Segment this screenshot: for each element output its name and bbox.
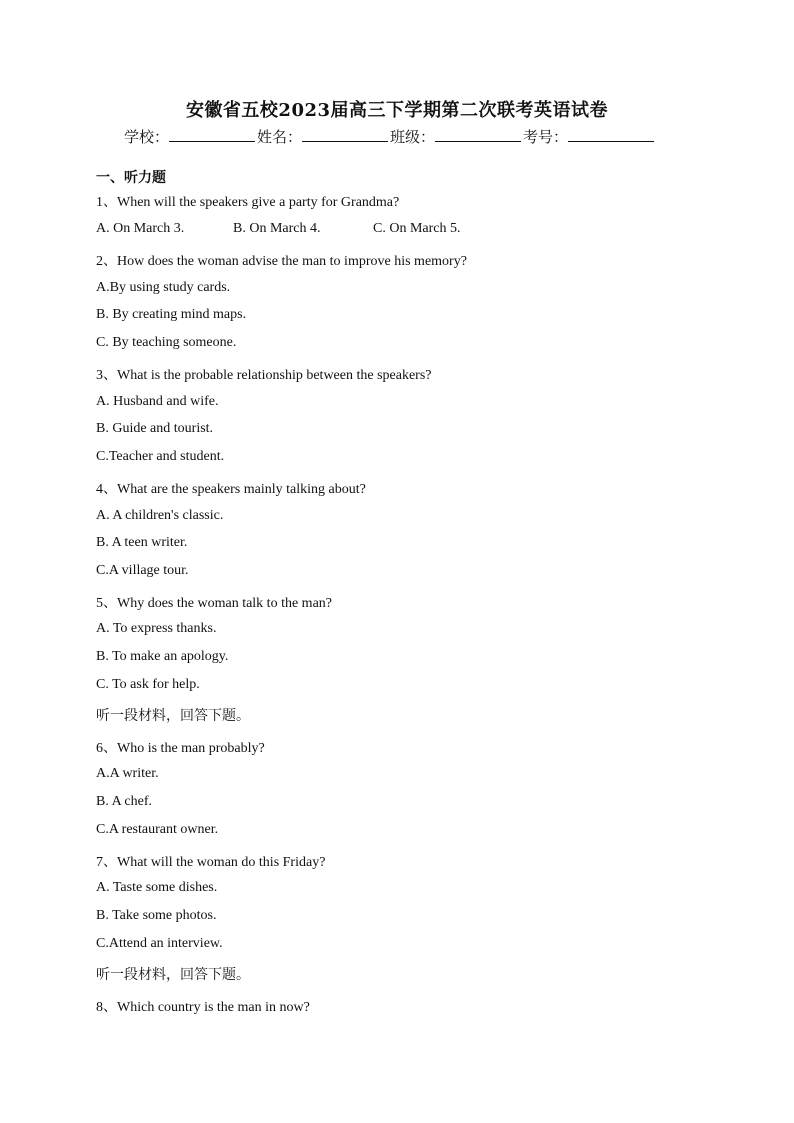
- school-label: 学校：: [124, 128, 170, 146]
- student-info-line: [124, 126, 656, 147]
- option-c: C.A village tour.: [96, 563, 189, 578]
- school-blank[interactable]: [169, 127, 255, 142]
- question-2-stem: 2、How does the woman advise the man to improve his memory?: [96, 254, 467, 269]
- option-a: A.A writer.: [96, 766, 159, 781]
- question-8-stem: 8、Which country is the man in now?: [96, 1000, 310, 1015]
- question-6-stem: 6、Who is the man probably?: [96, 741, 265, 756]
- listening-instruction: 听一段材料，回答下题。: [96, 708, 250, 724]
- name-label: 姓名：: [257, 128, 303, 146]
- name-blank[interactable]: [302, 127, 388, 142]
- class-blank[interactable]: [435, 127, 521, 142]
- question-4-stem: 4、What are the speakers mainly talking about?: [96, 482, 366, 497]
- number-label: 考号：: [523, 128, 569, 146]
- question-5-stem: 5、Why does the woman talk to the man?: [96, 596, 332, 611]
- question-1-options: [96, 221, 461, 237]
- option-a: A. Taste some dishes.: [96, 880, 218, 895]
- exam-title: 安徽省五校2023届高三下学期第二次联考英语试卷: [185, 100, 609, 121]
- option-a: A. To express thanks.: [96, 621, 217, 636]
- option-c: C. To ask for help.: [96, 677, 200, 692]
- class-label: 班级：: [390, 128, 436, 146]
- option-a: A.By using study cards.: [96, 280, 231, 295]
- option-b: B. To make an apology.: [96, 649, 229, 664]
- option-b: B. A teen writer.: [96, 535, 188, 550]
- listening-instruction: 听一段材料，回答下题。: [96, 967, 250, 983]
- option-c: C. On March 5.: [373, 221, 461, 236]
- option-c: C.Teacher and student.: [96, 449, 225, 464]
- option-b: B. On March 4.: [233, 221, 321, 236]
- option-a: A. On March 3.: [96, 221, 185, 236]
- option-b: B. Take some photos.: [96, 908, 217, 923]
- option-b: B. By creating mind maps.: [96, 307, 247, 322]
- option-c: C.A restaurant owner.: [96, 822, 219, 837]
- option-b: B. Guide and tourist.: [96, 421, 214, 436]
- section-heading-listening: 一、听力题: [96, 170, 166, 186]
- option-a: A. Husband and wife.: [96, 394, 219, 409]
- question-3-stem: 3、What is the probable relationship between the speakers?: [96, 368, 432, 383]
- option-c: C.Attend an interview.: [96, 936, 223, 951]
- question-7-stem: 7、What will the woman do this Friday?: [96, 855, 326, 870]
- option-b: B. A chef.: [96, 794, 152, 809]
- option-c: C. By teaching someone.: [96, 335, 237, 350]
- option-a: A. A children's classic.: [96, 508, 224, 523]
- number-blank[interactable]: [568, 127, 654, 142]
- question-1-stem: 1、When will the speakers give a party for Grandma?: [96, 195, 400, 210]
